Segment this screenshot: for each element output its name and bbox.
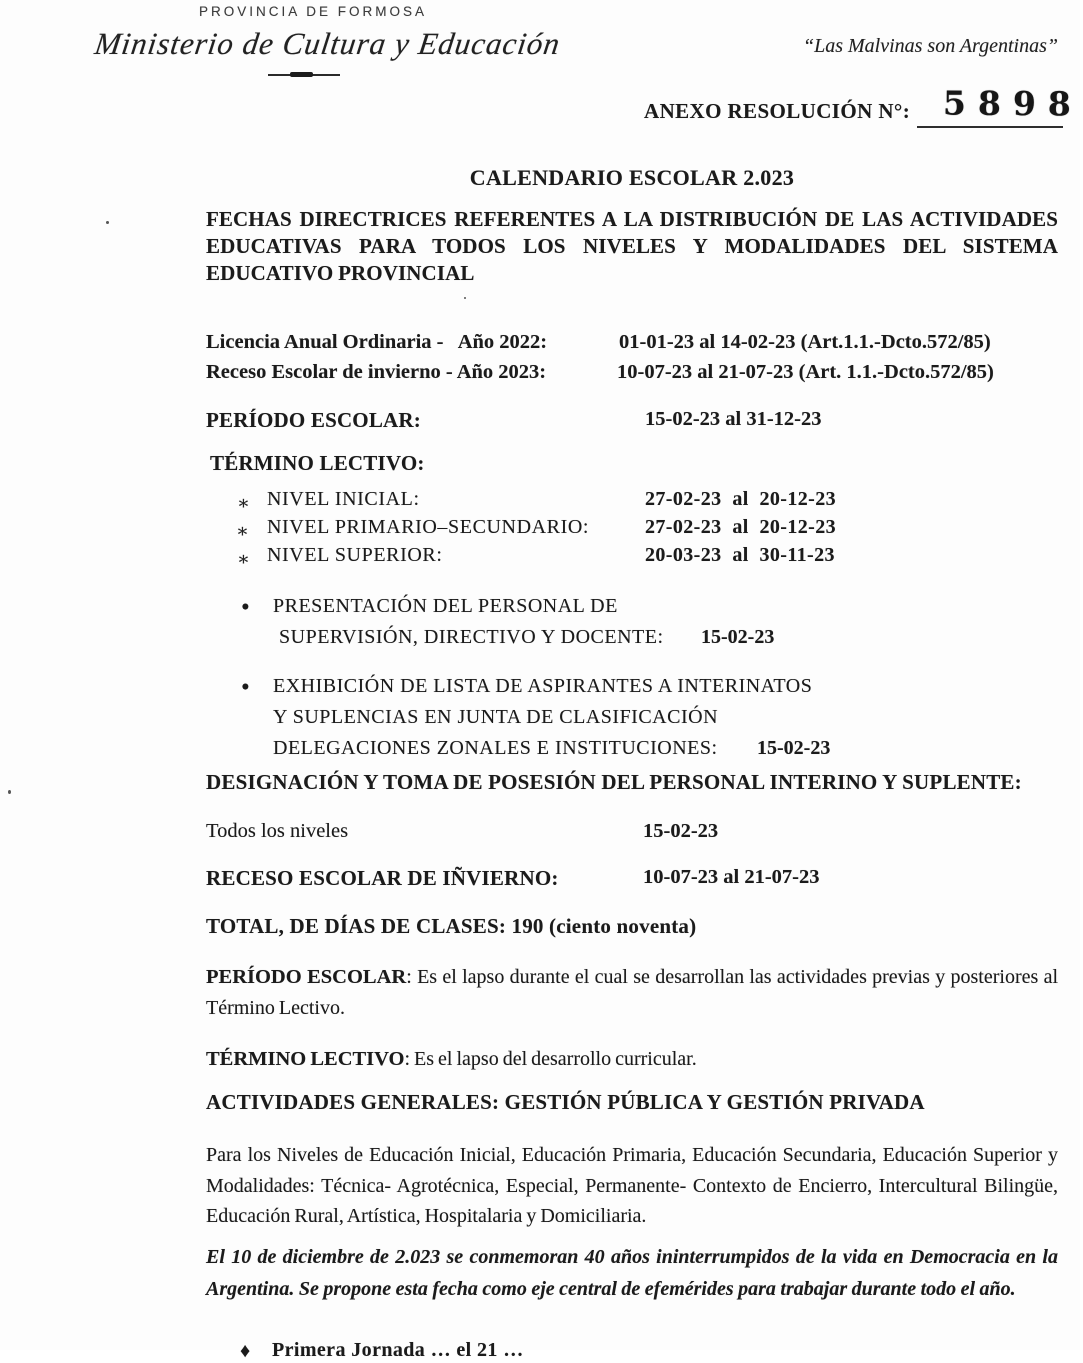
resolution-number-underline	[917, 126, 1063, 128]
level-initial-label: NIVEL INICIAL:	[267, 488, 420, 510]
receso-label: Receso Escolar de invierno - Año 2023:	[206, 361, 547, 383]
page-title: CALENDARIO ESCOLAR 2.023	[469, 165, 795, 190]
periodo-definition	[206, 962, 1058, 1023]
licencia-value: 01-01-23 al 14-02-23 (Art.1.1.-Dcto.572/85)	[619, 331, 991, 353]
designacion-heading: DESIGNACIÓN Y TOMA DE POSESIÓN DEL PERSONAL INTERINO Y SUPLENTE:	[206, 770, 1022, 794]
periodo-definition-text: : Es el lapso durante el cual se desarrollan las actividades previas y posteriores al Término Lectivo.	[206, 966, 1058, 1019]
receso-invierno-value: 10-07-23 al 21-07-23	[643, 866, 820, 888]
level-primario-value: 27-02-23 al 20-12-23	[645, 516, 836, 538]
bullet2-line2: Y SUPLENCIAS EN JUNTA DE CLASIFICACIÓN	[273, 706, 719, 728]
level-superior-label: NIVEL SUPERIOR:	[267, 544, 443, 566]
bullet1-dot-icon: •	[241, 594, 250, 621]
level-superior-value: 20-03-23 al 30-11-23	[645, 544, 835, 566]
actividades-heading: ACTIVIDADES GENERALES: GESTIÓN PÚBLICA Y GESTIÓN PRIVADA	[206, 1090, 925, 1114]
democracia-paragraph: El 10 de diciembre de 2.023 se conmemoran 40 años ininterrumpidos de la vida en Democracia en la Argentina. Se propone esta fecha como eje central de efemérides para trabajar durante todo el año.	[206, 1246, 1058, 1300]
termino-definition-term: TÉRMINO LECTIVO	[206, 1048, 405, 1070]
todos-niveles-label: Todos los niveles	[206, 820, 349, 842]
licencia-label: Licencia Anual Ordinaria - Año 2022:	[206, 331, 548, 353]
termino-definition	[206, 1044, 1058, 1075]
periodo-escolar-value: 15-02-23 al 31-12-23	[645, 408, 822, 430]
termino-definition-text: : Es el lapso del desarrollo curricular.	[404, 1048, 697, 1070]
receso-value: 10-07-23 al 21-07-23 (Art. 1.1.-Dcto.572/85)	[617, 361, 994, 383]
letterhead-ministry: Ministerio de Cultura y Educación	[92, 26, 563, 61]
bullet2-dot-icon: •	[241, 674, 250, 701]
level-superior-asterisk-icon: ∗	[237, 549, 250, 570]
bullet2-line1: EXHIBICIÓN DE LISTA DE ASPIRANTES A INTERINATOS	[273, 675, 813, 697]
level-initial-value: 27-02-23 al 20-12-23	[645, 488, 836, 510]
clipped-line-diamond-icon: ♦	[240, 1340, 251, 1362]
letterhead-divider-bar	[290, 72, 313, 77]
letterhead-province: PROVINCIA DE FORMOSA	[199, 4, 428, 19]
scan-artifact-dot	[8, 790, 11, 794]
annex-resolution-label: ANEXO RESOLUCIÓN N°:	[644, 99, 911, 123]
niveles-paragraph: Para los Niveles de Educación Inicial, Educación Primaria, Educación Secundaria, Educación Superior y Modalidades: Técnica- Agrotécnica, Especial, Permanente- Contexto de Encierro, Intercultural Bilingüe, Educación Rural, Artística, Hospitalaria y Domiciliaria.	[206, 1144, 1058, 1227]
periodo-escolar-label: PERÍODO ESCOLAR:	[206, 408, 421, 432]
bullet1-line2: SUPERVISIÓN, DIRECTIVO Y DOCENTE:	[279, 626, 664, 648]
scan-artifact-dot	[106, 221, 109, 224]
level-initial-asterisk-icon: ∗	[237, 493, 250, 514]
clipped-bottom-line: Primera Jornada … el 21 …	[272, 1339, 524, 1361]
total-dias-line: TOTAL, DE DÍAS DE CLASES: 190 (ciento noventa)	[206, 914, 697, 938]
motto-text: “Las Malvinas son Argentinas”	[802, 35, 1058, 57]
intro-paragraph: FECHAS DIRECTRICES REFERENTES A LA DISTRIBUCIÓN DE LAS ACTIVIDADES EDUCATIVAS PARA TODOS LOS NIVELES Y MODALIDADES DEL SISTEMA EDUCATIVO PROVINCIAL	[206, 207, 1058, 285]
todos-niveles-value: 15-02-23	[643, 820, 719, 842]
bullet1-date: 15-02-23	[701, 626, 775, 648]
bullet1-line1: PRESENTACIÓN DEL PERSONAL DE	[273, 595, 618, 617]
resolution-number-stamp: 5898	[942, 83, 1083, 124]
bullet2-date: 15-02-23	[757, 737, 831, 759]
termino-lectivo-heading: TÉRMINO LECTIVO:	[210, 451, 425, 475]
receso-invierno-label: RECESO ESCOLAR DE IÑVIERNO:	[206, 866, 559, 890]
level-primario-asterisk-icon: ∗	[236, 521, 249, 542]
level-primario-label: NIVEL PRIMARIO–SECUNDARIO:	[267, 516, 590, 538]
periodo-definition-term: PERÍODO ESCOLAR	[206, 966, 407, 988]
bullet2-line3: DELEGACIONES ZONALES E INSTITUCIONES:	[273, 737, 718, 759]
scan-artifact-dot	[464, 297, 466, 299]
